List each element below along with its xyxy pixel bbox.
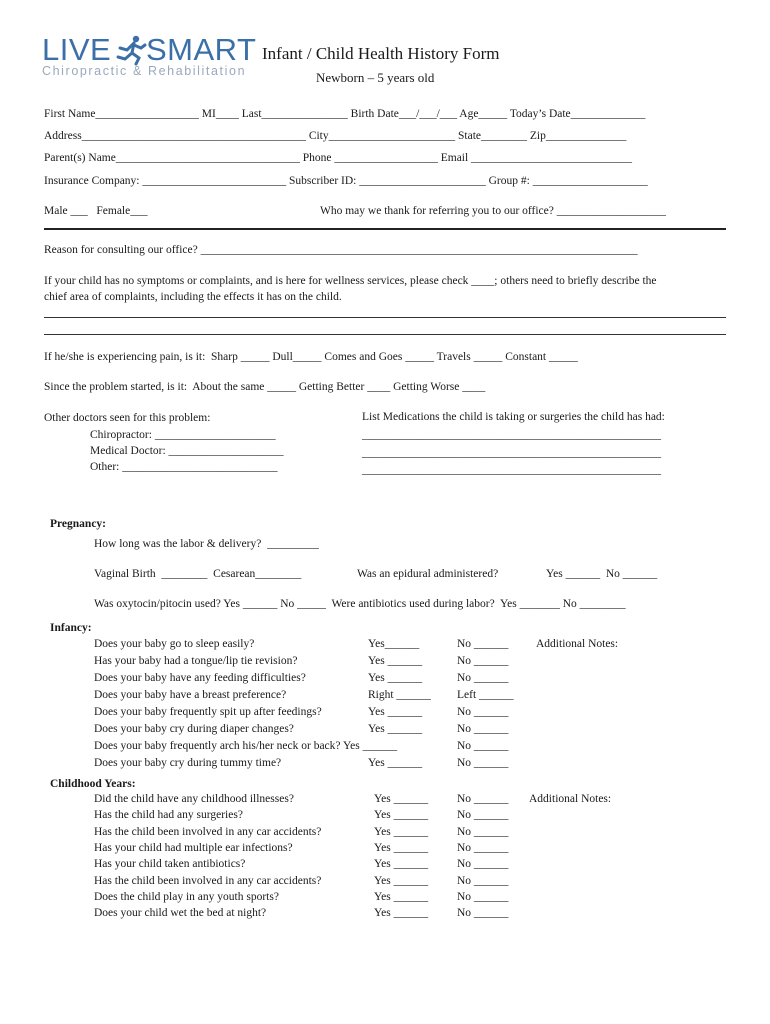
sex-field[interactable]: Male ___ Female___ <box>44 205 148 217</box>
answer-option-yes[interactable]: Yes ______ <box>374 907 429 920</box>
infancy-notes-label: Additional Notes: <box>536 638 619 650</box>
answer-option-no[interactable]: No ______ <box>457 793 509 805</box>
logo-subtitle: Chiropractic & Rehabilitation <box>42 64 247 78</box>
other-doctors-heading: Other doctors seen for this problem: <box>44 412 211 424</box>
medical-doctor-field[interactable]: Medical Doctor: ____________________ <box>90 445 284 457</box>
answer-option-no[interactable]: No ______ <box>457 825 509 838</box>
answer-option-yes[interactable]: Yes ______ <box>368 655 423 667</box>
pregnancy-heading: Pregnancy: <box>50 518 107 530</box>
answer-option-no[interactable]: No ______ <box>457 638 509 650</box>
page-title: Infant / Child Health History Form <box>262 44 500 63</box>
answer-option-yes[interactable]: Right ______ <box>368 689 431 701</box>
complaint-blank-line[interactable] <box>44 334 726 335</box>
other-doctor-field[interactable]: Other: ___________________________ <box>90 461 278 473</box>
answer-option-no[interactable]: No ______ <box>457 723 509 735</box>
question-text: Does your baby have a breast preference? <box>94 689 287 701</box>
patient-address-line[interactable]: Address_______________________________________ City______________________ State________ Zip______________ <box>44 130 627 142</box>
logo-word-live: LIVE <box>42 32 112 67</box>
answer-option-yes[interactable]: Yes ______ <box>374 825 429 838</box>
answer-option-no[interactable]: No ______ <box>457 655 509 667</box>
referral-field[interactable]: Who may we thank for referring you to our office? ___________________ <box>320 205 666 217</box>
answer-option-yes[interactable]: Yes ______ <box>374 890 429 903</box>
question-text: Has your child taken antibiotics? <box>94 858 246 871</box>
question-text: Does your baby go to sleep easily? <box>94 638 255 650</box>
answer-option-no[interactable]: No ______ <box>457 740 509 752</box>
labor-length-field[interactable]: How long was the labor & delivery? _________ <box>94 538 319 550</box>
answer-option-no[interactable]: No ______ <box>457 858 509 871</box>
medications-line[interactable]: ____________________________________________________ <box>362 464 661 476</box>
birth-type-field[interactable]: Vaginal Birth ________ Cesarean________ <box>94 568 302 580</box>
question-text: Has your child had multiple ear infections? <box>94 841 293 854</box>
question-text: Does your baby cry during tummy time? <box>94 757 282 769</box>
pain-type-field[interactable]: If he/she is experiencing pain, is it: Sharp _____ Dull_____ Comes and Goes _____ Travels _____ Constant _____ <box>44 351 578 363</box>
answer-option-yes[interactable]: Yes ______ <box>368 723 423 735</box>
chiropractor-field[interactable]: Chiropractor: _____________________ <box>90 429 276 441</box>
progress-field[interactable]: Since the problem started, is it: About the same _____ Getting Better ____ Getting Worse ____ <box>44 381 486 393</box>
question-text: Does your child wet the bed at night? <box>94 907 267 920</box>
question-text: Has the child had any surgeries? <box>94 809 243 822</box>
answer-option-yes[interactable]: Yes ______ <box>374 809 429 822</box>
answer-option-yes[interactable]: Yes______ <box>368 638 420 650</box>
section-divider <box>44 228 726 230</box>
question-text: Has the child been involved in any car accidents? <box>94 874 322 887</box>
question-text: Does your baby frequently arch his/her neck or back? Yes ______ <box>94 740 398 752</box>
insurance-line[interactable]: Insurance Company: _________________________ Subscriber ID: ______________________ Group #: ____________________ <box>44 175 648 187</box>
wellness-text: If your child has no symptoms or complaints, and is here for wellness services, please check ____; others need to briefly describe the <box>44 275 657 287</box>
answer-option-no[interactable]: No ______ <box>457 907 509 920</box>
answer-option-yes[interactable]: Yes ______ <box>368 672 423 684</box>
answer-option-no[interactable]: No ______ <box>457 672 509 684</box>
answer-option-no[interactable]: Left ______ <box>457 689 514 701</box>
parent-contact-line[interactable]: Parent(s) Name________________________________ Phone __________________ Email ____________________________ <box>44 152 633 164</box>
childhood-heading: Childhood Years: <box>50 778 136 790</box>
oxytocin-antibiotics-field[interactable]: Was oxytocin/pitocin used? Yes ______ No _____ Were antibiotics used during labor? Yes _______ No ________ <box>94 598 626 610</box>
answer-option-no[interactable]: No ______ <box>457 841 509 854</box>
medications-line[interactable]: ____________________________________________________ <box>362 429 661 441</box>
epidural-question: Was an epidural administered? <box>357 568 499 580</box>
question-text: Does your baby have any feeding difficulties? <box>94 672 306 684</box>
answer-option-yes[interactable]: Yes ______ <box>368 706 423 718</box>
answer-option-yes[interactable]: Yes ______ <box>368 757 423 769</box>
medications-line[interactable]: ____________________________________________________ <box>362 447 661 459</box>
complaint-blank-line[interactable] <box>44 317 726 318</box>
reason-field[interactable]: Reason for consulting our office? ____________________________________________________________________________ <box>44 244 638 256</box>
epidural-answer[interactable]: Yes ______ No ______ <box>546 568 658 580</box>
infancy-heading: Infancy: <box>50 622 92 634</box>
answer-option-yes[interactable]: Yes ______ <box>374 841 429 854</box>
childhood-notes-label: Additional Notes: <box>529 793 612 805</box>
running-figure-icon <box>114 33 148 67</box>
patient-name-line[interactable]: First Name__________________ MI____ Last_______________ Birth Date___/___/___ Age_____ Today’s Date_____________ <box>44 108 646 120</box>
page-subtitle: Newborn – 5 years old <box>316 70 435 85</box>
medications-heading: List Medications the child is taking or surgeries the child has had: <box>362 411 665 423</box>
question-text: Has the child been involved in any car accidents? <box>94 825 322 838</box>
answer-option-yes[interactable]: Yes ______ <box>374 793 429 805</box>
question-text: Does the child play in any youth sports? <box>94 890 279 903</box>
answer-option-no[interactable]: No ______ <box>457 890 509 903</box>
answer-option-no[interactable]: No ______ <box>457 757 509 769</box>
answer-option-yes[interactable]: Yes ______ <box>374 858 429 871</box>
question-text: Has your baby had a tongue/lip tie revision? <box>94 655 298 667</box>
answer-option-no[interactable]: No ______ <box>457 874 509 887</box>
question-text: Does your baby frequently spit up after feedings? <box>94 706 322 718</box>
question-text: Did the child have any childhood illnesses? <box>94 793 294 805</box>
answer-option-no[interactable]: No ______ <box>457 706 509 718</box>
answer-option-no[interactable]: No ______ <box>457 809 509 822</box>
question-text: Does your baby cry during diaper changes? <box>94 723 294 735</box>
answer-option-yes[interactable]: Yes ______ <box>374 874 429 887</box>
logo-word-smart: SMART <box>146 32 257 67</box>
wellness-text-cont: chief area of complaints, including the effects it has on the child. <box>44 291 342 303</box>
